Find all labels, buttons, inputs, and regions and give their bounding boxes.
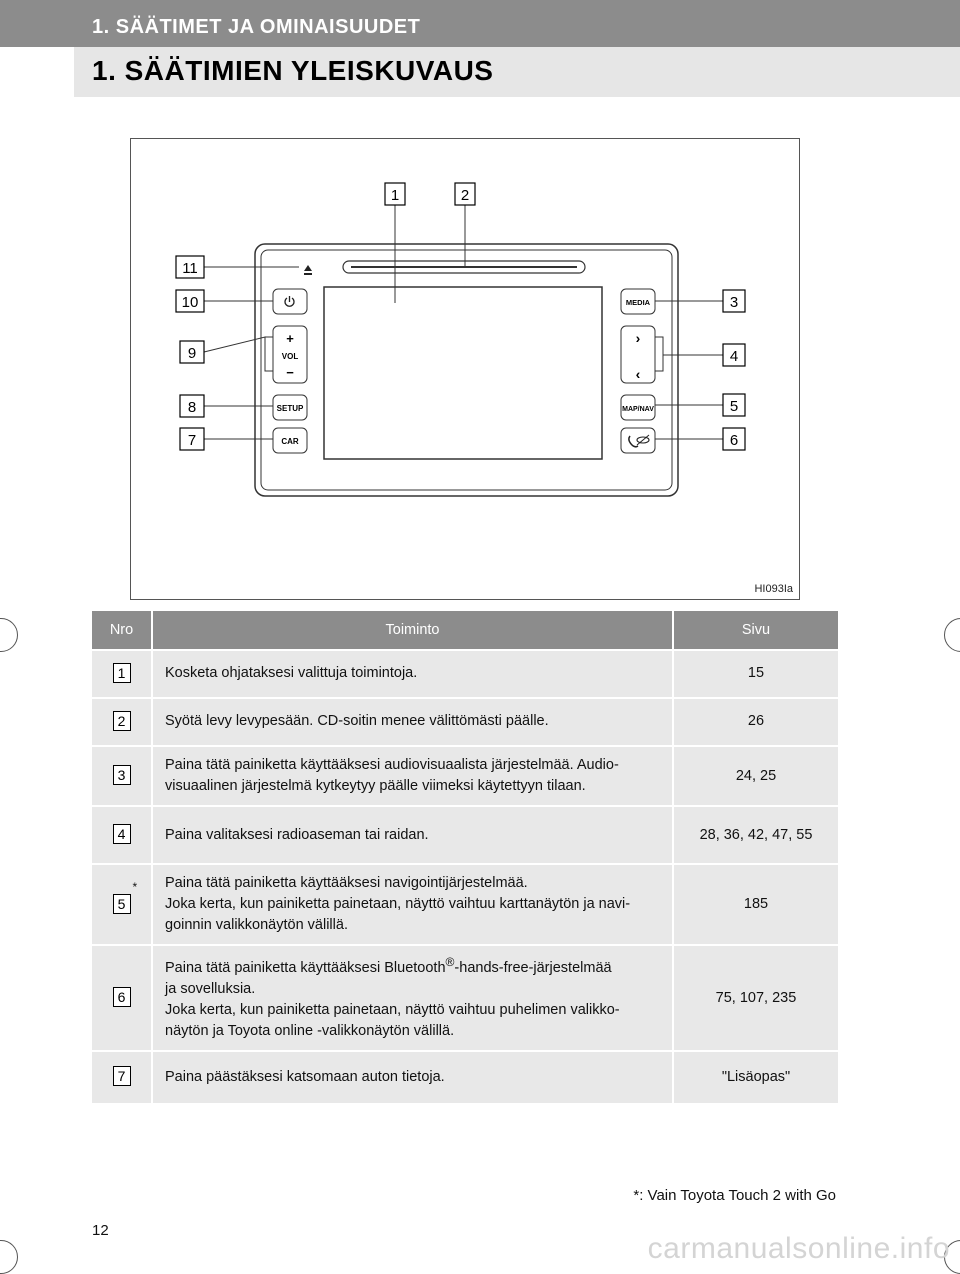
table-row (92, 698, 838, 746)
footnote: *: Vain Toyota Touch 2 with Go (633, 1187, 836, 1204)
figure-code: HI093Ia (754, 583, 793, 595)
row-page: 15 (673, 650, 838, 698)
map-nav-label: MAP/NAV (622, 406, 654, 413)
car-label: CAR (281, 437, 299, 446)
row-number: 5 (113, 894, 131, 914)
row-number: 1 (113, 663, 131, 683)
callout-7: 7 (187, 432, 197, 449)
figure-control-overview (130, 138, 800, 600)
bt-post: -hands-free-järjestelmää (454, 959, 612, 976)
callout-9: 9 (187, 345, 197, 362)
row-description-line-3: Joka kerta, kun painiketta painetaan, näyttö vaihtuu puhelimen valikko- (165, 1001, 620, 1018)
row-description: Paina päästäksesi katsomaan auton tietoja. (165, 1068, 445, 1085)
row-number: 3 (113, 765, 131, 785)
row-page: 26 (673, 698, 838, 746)
function-table (92, 611, 838, 1103)
footnote-star: * (132, 880, 138, 895)
row-page: 75, 107, 235 (673, 945, 838, 1051)
row-description-line-4: näytön ja Toyota online -valikkonäytön välillä. (165, 1022, 455, 1039)
crop-mark-mid-left (0, 618, 18, 652)
row-description: Kosketa ohjataksesi valittuja toimintoja. (165, 665, 418, 682)
callout-3: 3 (729, 294, 739, 311)
row-page: 24, 25 (673, 746, 838, 806)
phone-button (621, 428, 655, 453)
row-number: 6 (113, 987, 131, 1007)
row-number: 4 (113, 824, 131, 844)
row-description-line-2: visuaalinen järjestelmä kytkeytyy päälle viimeksi käytettyyn tilaan. (165, 778, 586, 795)
table-header-row (92, 611, 838, 650)
row-description: Syötä levy levypesään. CD-soitin menee välittömästi päälle. (165, 713, 549, 730)
row-number: 2 (113, 711, 131, 731)
table-row (92, 864, 838, 945)
row-description-line-1: Paina tätä painiketta käyttääksesi audiovisuaalista järjestelmää. Audio- (165, 757, 619, 773)
table-row (92, 806, 838, 864)
callout-4: 4 (729, 348, 739, 365)
bt-pre: Paina tätä painiketta käyttääksesi Bluetooth (165, 959, 446, 976)
callout-6: 6 (729, 432, 739, 449)
setup-label: SETUP (276, 404, 304, 413)
callout-1: 1 (390, 187, 400, 204)
table-row (92, 945, 838, 1051)
media-label: MEDIA (625, 298, 651, 307)
registered-mark: ® (445, 955, 455, 970)
chevron-right-icon: › (635, 330, 641, 346)
header-page: Sivu (673, 611, 838, 650)
vol-plus-label: + (286, 331, 294, 346)
table-row (92, 746, 838, 806)
row-description-line-2: ja sovelluksia. (165, 980, 256, 997)
vol-label: VOL (281, 352, 299, 361)
page-title: 1. SÄÄTIMIEN YLEISKUVAUS (92, 55, 494, 86)
row-description-line-1: Paina tätä painiketta käyttääksesi navigointijärjestelmää. (165, 875, 528, 892)
head-unit-illustration (131, 139, 799, 599)
callout-2: 2 (460, 187, 470, 204)
crop-mark-bottom-left (0, 1240, 18, 1274)
row-page: 185 (673, 864, 838, 945)
row-description-line-1 (165, 954, 660, 979)
crop-mark-mid-right (944, 618, 960, 652)
row-page: "Lisäopas" (673, 1051, 838, 1103)
row-page: 28, 36, 42, 47, 55 (673, 806, 838, 864)
watermark: carmanualsonline.info (647, 1232, 950, 1265)
callout-10: 10 (181, 294, 199, 311)
section-title: 1. SÄÄTIMET JA OMINAISUUDET (92, 16, 421, 38)
row-number: 7 (113, 1066, 131, 1086)
chevron-left-icon: ‹ (635, 366, 641, 382)
row-description-line-2: Joka kerta, kun painiketta painetaan, näyttö vaihtuu karttanäytön ja navi- (165, 896, 631, 913)
header-nro: Nro (92, 611, 152, 650)
touch-screen (324, 287, 602, 459)
vol-minus-label: − (286, 365, 294, 380)
row-description: Paina valitaksesi radioaseman tai raidan. (165, 826, 429, 843)
header-function: Toiminto (152, 611, 673, 650)
row-description-line-3: goinnin valikkonäytön välillä. (165, 917, 348, 934)
callout-8: 8 (187, 399, 197, 416)
callout-11: 11 (182, 260, 198, 277)
table-row (92, 1051, 838, 1103)
table-row (92, 650, 838, 698)
callout-5: 5 (729, 398, 739, 415)
page-number: 12 (92, 1222, 109, 1239)
